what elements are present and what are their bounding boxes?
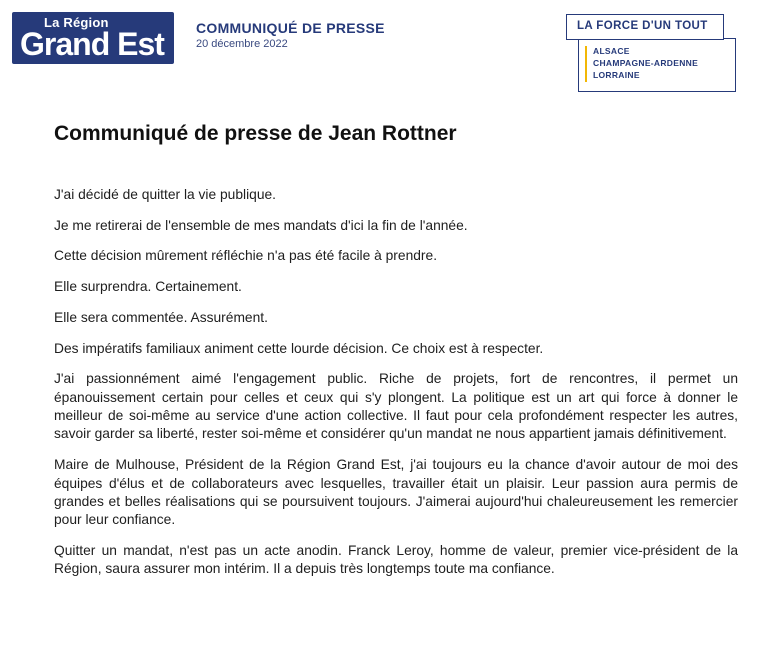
slogan-box xyxy=(566,14,724,40)
press-release-label: COMMUNIQUÉ DE PRESSE xyxy=(196,20,385,36)
region-logo xyxy=(12,12,174,64)
paragraph: Elle surprendra. Certainement. xyxy=(54,279,242,295)
paragraph: Je me retirerai de l'ensemble de mes mandats d'ici la fin de l'année. xyxy=(54,217,468,233)
logo-small-text: La Région xyxy=(44,15,109,30)
press-release-date: 20 décembre 2022 xyxy=(196,38,288,50)
regions-box xyxy=(578,38,736,92)
paragraph: J'ai décidé de quitter la vie publique. xyxy=(54,187,276,202)
paragraph: J'ai passionnément aimé l'engagement public. Riche de projets, fort de rencontres, il permet un épanouissement certain pour celles et ceux qui s'y plongent. La politique est un art qui force à donner le meilleur de soi-même au service d'une action collective. Il faut pour cela profondément respecter les autres, savoir garder sa liberté, rester soi-même et considérer qu'un mandat ne nous appartient jamais définitivement. xyxy=(54,371,738,442)
document-body xyxy=(54,186,738,591)
paragraph: Des impératifs familiaux animent cette lourde décision. Ce choix est à respecter. xyxy=(54,340,544,356)
document-title: Communiqué de presse de Jean Rottner xyxy=(54,122,457,145)
paragraph: Cette décision mûrement réfléchie n'a pas été facile à prendre. xyxy=(54,248,438,264)
paragraph: Maire de Mulhouse, Président de la Région Grand Est, j'ai toujours eu la chance d'avoir autour de moi des équipes d'élus et de collaborateurs avec lesquelles, travailler était un plaisir. Leur passion aura permis de grandes et belles réalisations qui se poursuivent toujours. J'aimerai aujourd'hui chaleureusement les remercier pour leur confiance. xyxy=(54,457,738,528)
paragraph: Quitter un mandat, n'est pas un acte anodin. Franck Leroy, homme de valeur, premier vice-président de la Région, saura assurer mon intérim. Il a depuis très longtemps toute ma confiance. xyxy=(54,543,738,577)
regions-list xyxy=(593,45,698,81)
logo-big-text: Grand Est xyxy=(20,26,164,62)
page-header xyxy=(0,0,764,100)
region-lorraine: LORRAINE xyxy=(593,70,640,80)
region-alsace: ALSACE xyxy=(593,46,630,56)
accent-bar xyxy=(585,46,587,82)
slogan-label: LA FORCE D'UN TOUT xyxy=(577,20,708,32)
paragraph: Elle sera commentée. Assurément. xyxy=(54,309,268,325)
region-champagne-ardenne: CHAMPAGNE-ARDENNE xyxy=(593,58,699,68)
